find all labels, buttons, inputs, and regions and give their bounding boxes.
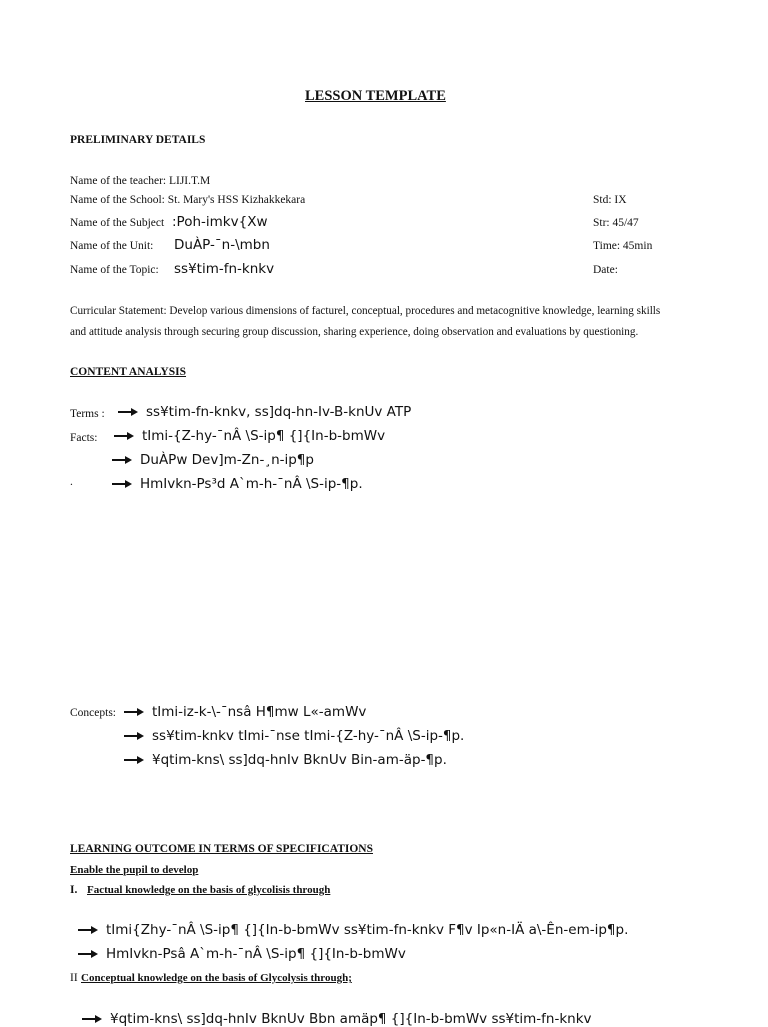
topic-label: Name of the Topic: (70, 264, 159, 276)
terms-label: Terms : (70, 408, 105, 420)
teacher-line: Name of the teacher: LIJI.T.M (70, 175, 211, 187)
outcome-item-2-number: II (70, 972, 78, 984)
arrow-right-icon (118, 408, 138, 416)
topic-value: ss¥tim-fn-knkv (174, 261, 275, 277)
arrow-right-icon (114, 432, 134, 440)
arrow-right-icon (82, 1015, 102, 1023)
outcome-point-text: ¥qtim-kns\ ss]dq-hnIv BknUv Bbn amäp¶ {]{In-b-bmWv ss¥tim-fn-knkv (110, 1011, 592, 1027)
outcome-point (82, 1011, 592, 1027)
unit-value: DuÀP-¯n-\mbn (174, 237, 270, 253)
arrow-right-icon (124, 756, 144, 764)
str-line: Str: 45/47 (593, 217, 639, 229)
enable-line: Enable the pupil to develop (70, 864, 199, 876)
std-line: Std: IX (593, 194, 627, 206)
outcome-item-1-title: Factual knowledge on the basis of glycolisis through (87, 884, 331, 896)
concepts-label: Concepts: (70, 707, 116, 719)
arrow-right-icon (124, 708, 144, 716)
arrow-right-icon (124, 732, 144, 740)
subject-value: :Poh-imkv{Xw (172, 214, 268, 230)
arrow-right-icon (112, 480, 132, 488)
outcome-point-text: tImi{Zhy-¯nÂ \S-ip¶ {]{In-b-bmWv ss¥tim-fn-knkv F¶v Ip«n-IÄ a\-Ên-em-ip¶p. (106, 922, 629, 938)
facts-label: Facts: (70, 432, 98, 444)
fact-item (114, 428, 385, 444)
concept-item (124, 728, 464, 744)
content-analysis-heading: CONTENT ANALYSIS (70, 366, 187, 378)
concept-item (124, 752, 447, 768)
outcome-item-1-number: I. (70, 884, 78, 896)
arrow-right-icon (78, 950, 98, 958)
outcome-item-2-title: Conceptual knowledge on the basis of Glycolysis through; (81, 972, 352, 984)
fact-text: DuÀPw Dev]m-Zn-¸n-ip¶p (140, 452, 314, 468)
subject-label: Name of the Subject (70, 217, 165, 229)
concept-item (124, 704, 366, 720)
arrow-right-icon (112, 456, 132, 464)
page-title: LESSON TEMPLATE (305, 88, 446, 104)
concept-text: ss¥tim-knkv tImi-¯nse tImi-{Z-hy-¯nÂ \S-ip-¶p. (152, 728, 465, 744)
facts-dot: . (70, 476, 73, 488)
school-line: Name of the School: St. Mary's HSS Kizhakkekara (70, 194, 306, 206)
curricular-line-2: and attitude analysis through securing group discussion, sharing experience, doing observation and evaluations by questioning. (70, 326, 639, 338)
arrow-right-icon (78, 926, 98, 934)
unit-label: Name of the Unit: (70, 240, 154, 252)
outcome-point (78, 922, 628, 938)
concept-text: ¥qtim-kns\ ss]dq-hnIv BknUv Bin-am-äp-¶p. (152, 752, 447, 768)
terms-item (118, 404, 411, 420)
fact-text: tImi-{Z-hy-¯nÂ \S-ip¶ {]{In-b-bmWv (142, 428, 386, 444)
date-line: Date: (593, 264, 618, 276)
outcome-point-text: HmIvkn-Psâ A`m-h-¯nÂ \S-ip¶ {]{In-b-bmWv (106, 946, 406, 962)
concept-text: tImi-iz-k-\-¯nsâ H¶mw L«-amWv (152, 704, 367, 720)
fact-item (112, 452, 314, 468)
terms-value: ss¥tim-fn-knkv, ss]dq-hn-Iv-B-knUv ATP (146, 404, 412, 420)
outcome-point (78, 946, 406, 962)
preliminary-heading: PRELIMINARY DETAILS (70, 134, 206, 146)
fact-item (112, 476, 363, 492)
learning-outcome-heading: LEARNING OUTCOME IN TERMS OF SPECIFICATIONS (70, 843, 373, 855)
curricular-line-1: Curricular Statement: Develop various dimensions of facturel, conceptual, procedures and metacognitive knowledge, learning skills (70, 305, 661, 317)
time-line: Time: 45min (593, 240, 653, 252)
fact-text: HmIvkn-Ps³d A`m-h-¯nÂ \S-ip-¶p. (140, 476, 363, 492)
